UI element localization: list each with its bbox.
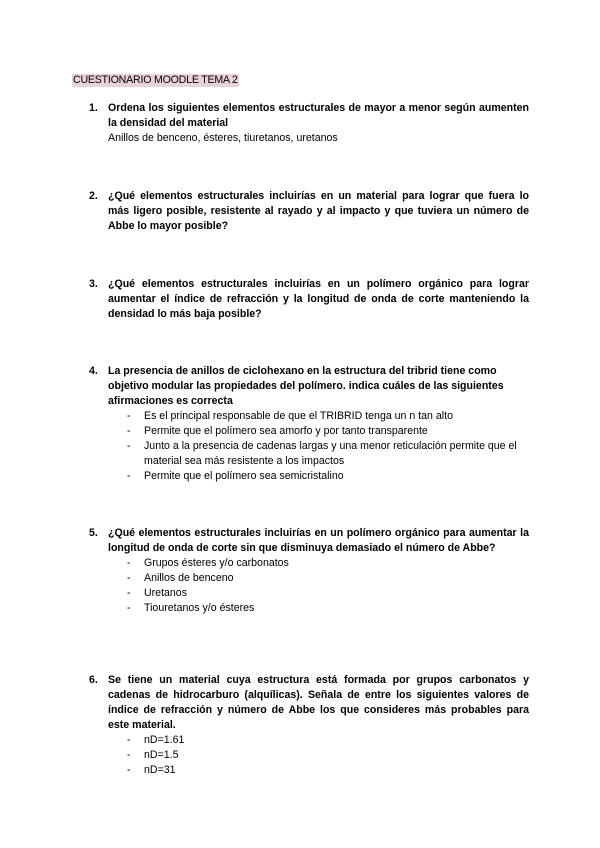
document-title: CUESTIONARIO MOODLE TEMA 2 bbox=[73, 74, 238, 86]
option-text: Permite que el polímero sea semicristalino bbox=[144, 470, 344, 482]
options-list bbox=[89, 556, 529, 616]
option-item: - Junto a la presencia de cadenas largas y una menor reticulación permite que el material sea más resistente a los impactos bbox=[127, 440, 517, 467]
question-text: La presencia de anillos de ciclohexano en la estructura del tribrid tiene como objetivo modular las propiedades del polímero. indica cuáles de las siguientes afirmaciones es correcta bbox=[108, 365, 504, 407]
question-6 bbox=[89, 673, 529, 778]
option-item: - Es el principal responsable de que el TRIBRID tenga un n tan alto bbox=[127, 410, 453, 422]
option-item: - Uretanos bbox=[127, 587, 187, 599]
options-list bbox=[89, 409, 529, 484]
option-item: - nD=1.61 bbox=[127, 734, 185, 746]
option-text: Permite que el polímero sea amorfo y por tanto transparente bbox=[144, 425, 428, 437]
option-item: - Anillos de benceno bbox=[127, 572, 234, 584]
option-item: - Permite que el polímero sea amorfo y por tanto transparente bbox=[127, 425, 428, 437]
option-text: Es el principal responsable de que el TRIBRID tenga un n tan alto bbox=[144, 410, 453, 422]
option-text: Grupos ésteres y/o carbonatos bbox=[144, 557, 289, 569]
option-item: - Permite que el polímero sea semicristalino bbox=[127, 470, 344, 482]
question-1 bbox=[89, 101, 529, 146]
options-list bbox=[89, 733, 529, 778]
question-3 bbox=[89, 277, 529, 322]
question-text: ¿Qué elementos estructurales incluirías en un material para lograr que fuera lo más ligero posible, resistente al rayado y al impacto y que tuviera un número de Abbe lo mayor posible? bbox=[108, 190, 529, 232]
question-answer: Anillos de benceno, ésteres, tiuretanos, uretanos bbox=[108, 132, 338, 144]
option-text: Tiouretanos y/o ésteres bbox=[144, 602, 255, 614]
option-text: Junto a la presencia de cadenas largas y una menor reticulación permite que el material sea más resistente a los impactos bbox=[144, 440, 517, 467]
question-number: 5. bbox=[89, 527, 98, 539]
question-number: 4. bbox=[89, 365, 98, 377]
option-item: - Tiouretanos y/o ésteres bbox=[127, 602, 255, 614]
question-text: ¿Qué elementos estructurales incluirías en un polímero orgánico para aumentar la longitud de onda de corte sin que disminuya demasiado el número de Abbe? bbox=[108, 527, 529, 554]
option-text: Anillos de benceno bbox=[144, 572, 234, 584]
question-5 bbox=[89, 526, 529, 616]
question-number: 2. bbox=[89, 190, 98, 202]
question-number: 3. bbox=[89, 278, 98, 290]
question-number: 6. bbox=[89, 674, 98, 686]
question-text: Ordena los siguientes elementos estructurales de mayor a menor según aumenten la densidad del material bbox=[108, 102, 529, 129]
option-text: nD=31 bbox=[144, 764, 176, 776]
option-text: nD=1.61 bbox=[144, 734, 185, 746]
question-number: 1. bbox=[89, 102, 98, 114]
option-text: nD=1.5 bbox=[144, 749, 179, 761]
option-item: - Grupos ésteres y/o carbonatos bbox=[127, 557, 289, 569]
question-2 bbox=[89, 189, 529, 234]
question-4 bbox=[89, 364, 529, 484]
question-text: ¿Qué elementos estructurales incluirías en un polímero orgánico para lograr aumentar el índice de refracción y la longitud de onda de corte manteniendo la densidad lo más baja posible? bbox=[108, 278, 529, 320]
option-item: - nD=1.5 bbox=[127, 749, 179, 761]
option-item: - nD=31 bbox=[127, 764, 176, 776]
question-text: Se tiene un material cuya estructura está formada por grupos carbonatos y cadenas de hidrocarburo (alquílicas). Señala de entre los siguientes valores de índice de refracción y número de Abbe los que consideres más probables para este material. bbox=[108, 674, 529, 731]
option-text: Uretanos bbox=[144, 587, 187, 599]
